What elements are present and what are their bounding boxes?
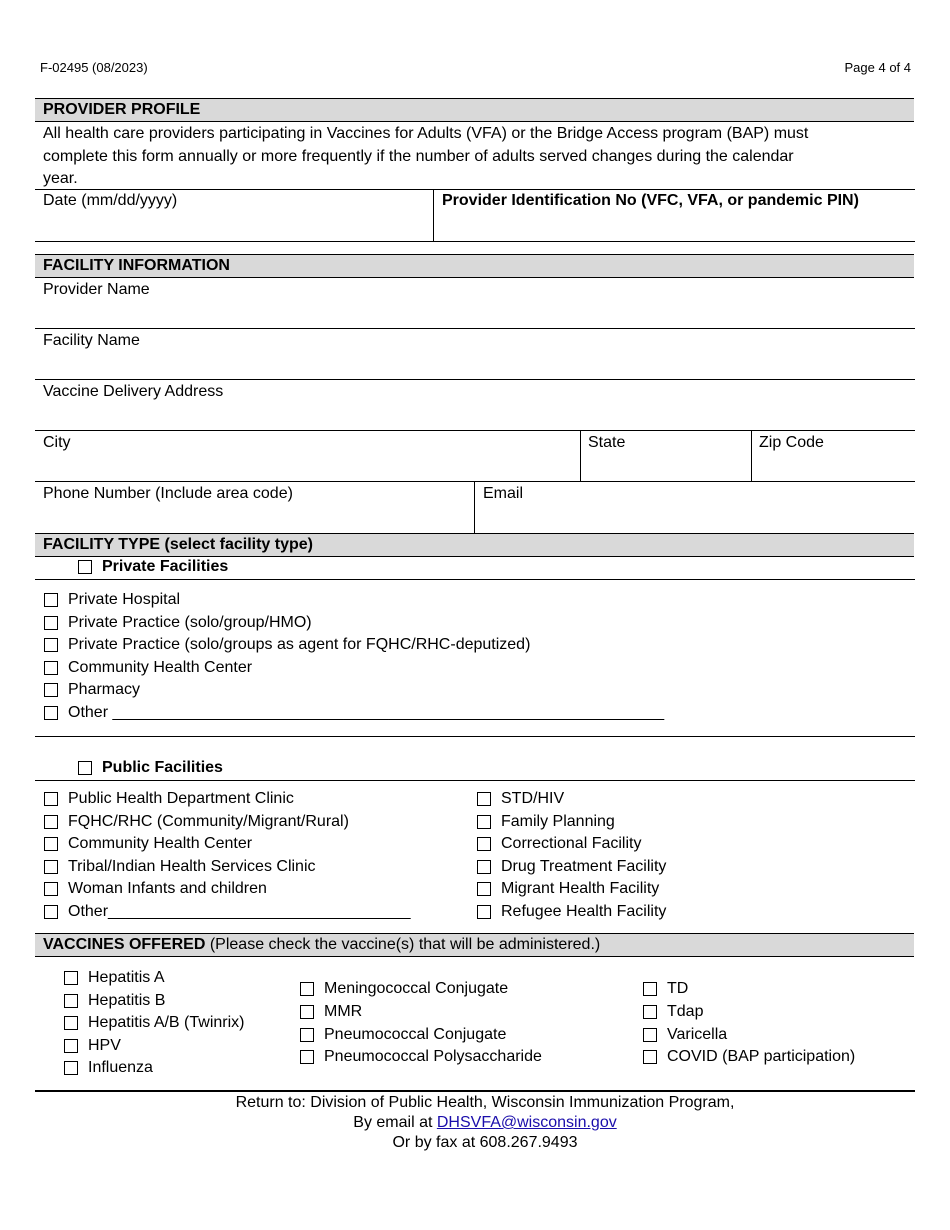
zip-field[interactable] bbox=[753, 453, 914, 480]
city-label: City bbox=[43, 434, 71, 451]
option-label: Pneumococcal Polysaccharide bbox=[324, 1048, 542, 1065]
checkbox-icon[interactable] bbox=[64, 994, 78, 1008]
checkbox-icon[interactable] bbox=[64, 1039, 78, 1053]
checkbox-icon[interactable] bbox=[64, 1016, 78, 1030]
checkbox-icon[interactable] bbox=[643, 1050, 657, 1064]
footer-fax: Or by fax at 608.267.9493 bbox=[392, 1134, 578, 1151]
checkbox-icon[interactable] bbox=[44, 837, 58, 851]
checkbox-icon[interactable] bbox=[64, 971, 78, 985]
page-number: Page 4 of 4 bbox=[844, 60, 911, 75]
checkbox-icon[interactable] bbox=[477, 792, 491, 806]
email-link[interactable]: DHSVFA@wisconsin.gov bbox=[436, 1114, 617, 1131]
option-label: Migrant Health Facility bbox=[501, 880, 660, 897]
option-label: FQHC/RHC (Community/Migrant/Rural) bbox=[68, 812, 349, 830]
option-label: COVID (BAP participation) bbox=[667, 1048, 856, 1065]
intro-line: year. bbox=[43, 170, 78, 187]
option-label: Refugee Health Facility bbox=[501, 903, 667, 920]
checkbox-icon[interactable] bbox=[477, 815, 491, 829]
option-label: Private Hospital bbox=[68, 591, 181, 608]
checkbox-icon[interactable] bbox=[78, 560, 92, 574]
private-facilities-heading: Private Facilities bbox=[102, 558, 229, 575]
option-label: Family Planning bbox=[501, 812, 615, 830]
zip-label: Zip Code bbox=[759, 434, 824, 451]
option-label: Pharmacy bbox=[68, 681, 141, 698]
state-field[interactable] bbox=[582, 453, 750, 480]
intro-line: All health care providers participating in Vaccines for Adults (VFA) or the Bridge Access program (BAP) must bbox=[43, 125, 809, 142]
phone-field[interactable] bbox=[36, 504, 473, 532]
option-label: Pneumococcal Conjugate bbox=[324, 1025, 507, 1043]
checkbox-icon[interactable] bbox=[44, 815, 58, 829]
checkbox-icon[interactable] bbox=[477, 905, 491, 919]
option-label: TD bbox=[667, 980, 689, 997]
checkbox-icon[interactable] bbox=[44, 661, 58, 675]
vaccines-header bbox=[35, 933, 914, 957]
checkbox-icon[interactable] bbox=[44, 860, 58, 874]
provider-profile-intro bbox=[43, 123, 808, 191]
option-label: Tdap bbox=[667, 1003, 704, 1020]
option-label: STD/HIV bbox=[501, 790, 565, 807]
checkbox-icon[interactable] bbox=[44, 683, 58, 697]
state-label: State bbox=[588, 434, 626, 451]
facility-name-field[interactable] bbox=[36, 351, 914, 378]
email-label: Email bbox=[483, 485, 524, 502]
address-field[interactable] bbox=[36, 402, 914, 429]
option-label: Varicella bbox=[667, 1025, 728, 1043]
checkbox-icon[interactable] bbox=[300, 1050, 314, 1064]
provider-profile-header bbox=[35, 98, 914, 122]
pin-label: Provider Identification No (VFC, VFA, or pandemic PIN) bbox=[442, 192, 859, 209]
checkbox-icon[interactable] bbox=[477, 860, 491, 874]
address-label: Vaccine Delivery Address bbox=[43, 383, 224, 400]
date-field[interactable] bbox=[36, 210, 432, 240]
checkbox-icon[interactable] bbox=[44, 616, 58, 630]
checkbox-icon[interactable] bbox=[477, 837, 491, 851]
option-label: Tribal/Indian Health Services Clinic bbox=[68, 857, 316, 875]
checkbox-icon[interactable] bbox=[44, 593, 58, 607]
option-label: Private Practice (solo/group/HMO) bbox=[68, 613, 312, 631]
option-label: Private Practice (solo/groups as agent for FQHC/RHC-deputized) bbox=[68, 636, 531, 653]
checkbox-icon[interactable] bbox=[78, 761, 92, 775]
option-label: Woman Infants and children bbox=[68, 880, 267, 897]
option-label: Correctional Facility bbox=[501, 835, 642, 852]
facility-name-label: Facility Name bbox=[43, 332, 140, 349]
checkbox-icon[interactable] bbox=[643, 1005, 657, 1019]
email-field[interactable] bbox=[476, 504, 914, 532]
provider-name-label: Provider Name bbox=[43, 281, 150, 298]
option-label: Hepatitis A bbox=[88, 969, 165, 986]
checkbox-icon[interactable] bbox=[300, 1005, 314, 1019]
checkbox-icon[interactable] bbox=[44, 882, 58, 896]
footer-email-prefix: By email at bbox=[353, 1114, 437, 1131]
date-label: Date (mm/dd/yyyy) bbox=[43, 192, 178, 209]
form-number: F-02495 (08/2023) bbox=[40, 60, 148, 75]
option-label: Community Health Center bbox=[68, 658, 253, 676]
footer-email-line bbox=[0, 1113, 950, 1133]
facility-info-title: FACILITY INFORMATION bbox=[43, 257, 230, 274]
facility-type-title: FACILITY TYPE (select facility type) bbox=[43, 536, 313, 553]
provider-profile-title: PROVIDER PROFILE bbox=[43, 101, 201, 118]
option-label: Hepatitis B bbox=[88, 991, 166, 1009]
vaccines-title-note: (Please check the vaccine(s) that will be administered.) bbox=[205, 936, 601, 953]
checkbox-icon[interactable] bbox=[300, 982, 314, 996]
checkbox-icon[interactable] bbox=[44, 905, 58, 919]
checkbox-icon[interactable] bbox=[44, 792, 58, 806]
checkbox-icon[interactable] bbox=[643, 1028, 657, 1042]
option-label: Community Health Center bbox=[68, 835, 253, 852]
facility-info-header bbox=[35, 254, 914, 278]
facility-type-header bbox=[35, 533, 914, 557]
option-label: Influenza bbox=[88, 1059, 153, 1076]
city-field[interactable] bbox=[36, 453, 579, 480]
vaccines-title bbox=[43, 935, 600, 955]
option-label: Other ______________________________________________________________ bbox=[68, 704, 665, 721]
option-label: Public Health Department Clinic bbox=[68, 790, 294, 807]
intro-line: complete this form annually or more frequently if the number of adults served changes during the calendar bbox=[43, 147, 794, 165]
footer-return-to: Return to: Division of Public Health, Wisconsin Immunization Program, bbox=[235, 1094, 735, 1111]
option-label: Other__________________________________ bbox=[68, 903, 411, 920]
option-label: Hepatitis A/B (Twinrix) bbox=[88, 1014, 245, 1031]
checkbox-icon[interactable] bbox=[44, 638, 58, 652]
checkbox-icon[interactable] bbox=[64, 1061, 78, 1075]
option-label: MMR bbox=[324, 1003, 363, 1020]
provider-name-field[interactable] bbox=[36, 300, 914, 327]
checkbox-icon[interactable] bbox=[477, 882, 491, 896]
checkbox-icon[interactable] bbox=[643, 982, 657, 996]
checkbox-icon[interactable] bbox=[44, 706, 58, 720]
option-label: HPV bbox=[88, 1036, 121, 1054]
option-label: Drug Treatment Facility bbox=[501, 857, 667, 875]
checkbox-icon[interactable] bbox=[300, 1028, 314, 1042]
public-facilities-heading: Public Facilities bbox=[102, 759, 223, 776]
phone-label: Phone Number (Include area code) bbox=[43, 485, 293, 502]
pin-field[interactable] bbox=[435, 212, 914, 240]
option-label: Meningococcal Conjugate bbox=[324, 980, 509, 997]
vaccines-title-bold: VACCINES OFFERED bbox=[43, 936, 206, 953]
